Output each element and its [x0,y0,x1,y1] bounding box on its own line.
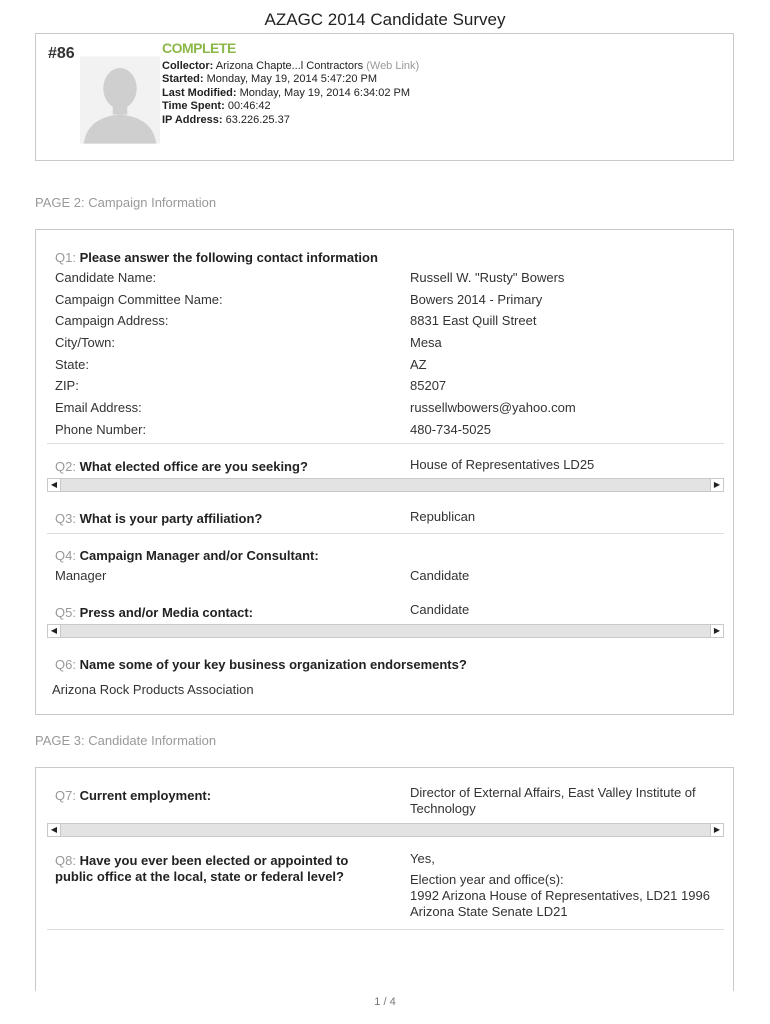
divider [47,533,724,534]
collector-link[interactable]: (Web Link) [366,59,420,72]
time-label: Time Spent: [162,100,225,113]
q4-question [55,548,319,564]
q1-label: Candidate Name: [55,270,157,285]
horizontal-scrollbar[interactable] [47,478,724,492]
q6-question [55,657,467,673]
page-number: 1 / 4 [374,996,396,1008]
page-title: AZAGC 2014 Candidate Survey [264,10,506,29]
q1-question [55,250,378,266]
q4-text: Campaign Manager and/or Consultant: [79,548,319,563]
q1-text: Please answer the following contact information [79,250,378,265]
q3-answer: Republican [410,509,476,524]
modified-value: Monday, May 19, 2014 6:34:02 PM [239,86,411,99]
q7-text: Current employment: [79,788,212,803]
q8-answer-label: Election year and office(s): [410,872,564,887]
respondent-meta [162,42,419,128]
q6-number: Q6: [55,657,76,672]
scroll-left-icon[interactable]: ◀ [48,625,61,637]
q5-text: Press and/or Media contact: [79,605,253,620]
q1-value: russellwbowers@yahoo.com [410,400,576,415]
q4-label: Manager [55,568,107,583]
q8-answer-yes: Yes, [410,851,435,866]
avatar-icon [80,56,160,144]
q2-answer: House of Representatives LD25 [410,457,595,472]
q1-value: Bowers 2014 - Primary [410,292,543,307]
q6-text: Name some of your key business organization endorsements? [79,657,467,672]
q1-label: Email Address: [55,400,142,415]
q4-number: Q4: [55,548,76,563]
scroll-left-icon[interactable]: ◀ [48,479,61,491]
q3-number: Q3: [55,511,76,526]
started-label: Started: [162,73,204,86]
q2-question [55,459,308,475]
q6-answer: Arizona Rock Products Association [52,682,254,697]
q1-label: City/Town: [55,335,115,350]
q3-text: What is your party affiliation? [79,511,263,526]
q1-value: 85207 [410,378,447,393]
q1-label: Campaign Address: [55,313,169,328]
q8-text-line: public office at the local, state or federal level? [55,869,344,884]
collector-label: Collector: [162,59,214,72]
scroll-left-icon[interactable]: ◀ [48,824,61,836]
time-value: 00:46:42 [227,100,271,113]
q5-question [55,605,253,621]
q8-answer-line: 1992 Arizona House of Representatives, LD21 1996 [410,888,710,903]
q1-label: Campaign Committee Name: [55,292,223,307]
modified-label: Last Modified: [162,86,237,99]
scroll-right-icon[interactable]: ▶ [710,625,723,637]
q5-answer: Candidate [410,602,470,617]
q8-answer [410,851,710,920]
q7-answer-line: Director of External Affairs, East Valley Institute of [410,785,696,800]
q2-number: Q2: [55,459,76,474]
q1-label: Phone Number: [55,422,147,437]
q4-answer: Candidate [410,568,470,583]
q7-answer [410,785,696,817]
q8-number: Q8: [55,853,76,868]
scroll-right-icon[interactable]: ▶ [710,479,723,491]
q1-label: ZIP: [55,378,79,393]
respondent-number: #86 [48,45,75,62]
scroll-right-icon[interactable]: ▶ [710,824,723,836]
q1-value: 8831 East Quill Street [410,313,537,328]
respondent-card [35,33,734,161]
q8-answer-line: Arizona State Senate LD21 [410,904,568,919]
q7-answer-line: Technology [410,801,476,816]
horizontal-scrollbar[interactable] [47,624,724,638]
ip-value: 63.226.25.37 [225,113,290,126]
collector-value: Arizona Chapte...l Contractors [215,59,364,72]
q8-question [55,853,348,885]
page3-heading: PAGE 3: Candidate Information [35,733,217,748]
q7-question [55,788,211,804]
q5-number: Q5: [55,605,76,620]
q1-number: Q1: [55,250,76,265]
q8-text-line: Have you ever been elected or appointed to [79,853,349,868]
q2-text: What elected office are you seeking? [79,459,308,474]
q1-value: AZ [410,357,427,372]
divider [47,443,724,444]
q1-value: Mesa [410,335,442,350]
ip-label: IP Address: [162,113,223,126]
q1-value: 480-734-5025 [410,422,491,437]
q1-label: State: [55,357,89,372]
q1-value: Russell W. "Rusty" Bowers [410,270,565,285]
horizontal-scrollbar[interactable] [47,823,724,837]
page2-heading: PAGE 2: Campaign Information [35,195,217,210]
status-badge: COMPLETE [162,40,236,56]
page2-panel [35,229,734,715]
started-value: Monday, May 19, 2014 5:47:20 PM [206,73,378,86]
divider [47,929,724,930]
page3-panel [35,767,734,991]
q7-number: Q7: [55,788,76,803]
q3-question [55,511,262,527]
